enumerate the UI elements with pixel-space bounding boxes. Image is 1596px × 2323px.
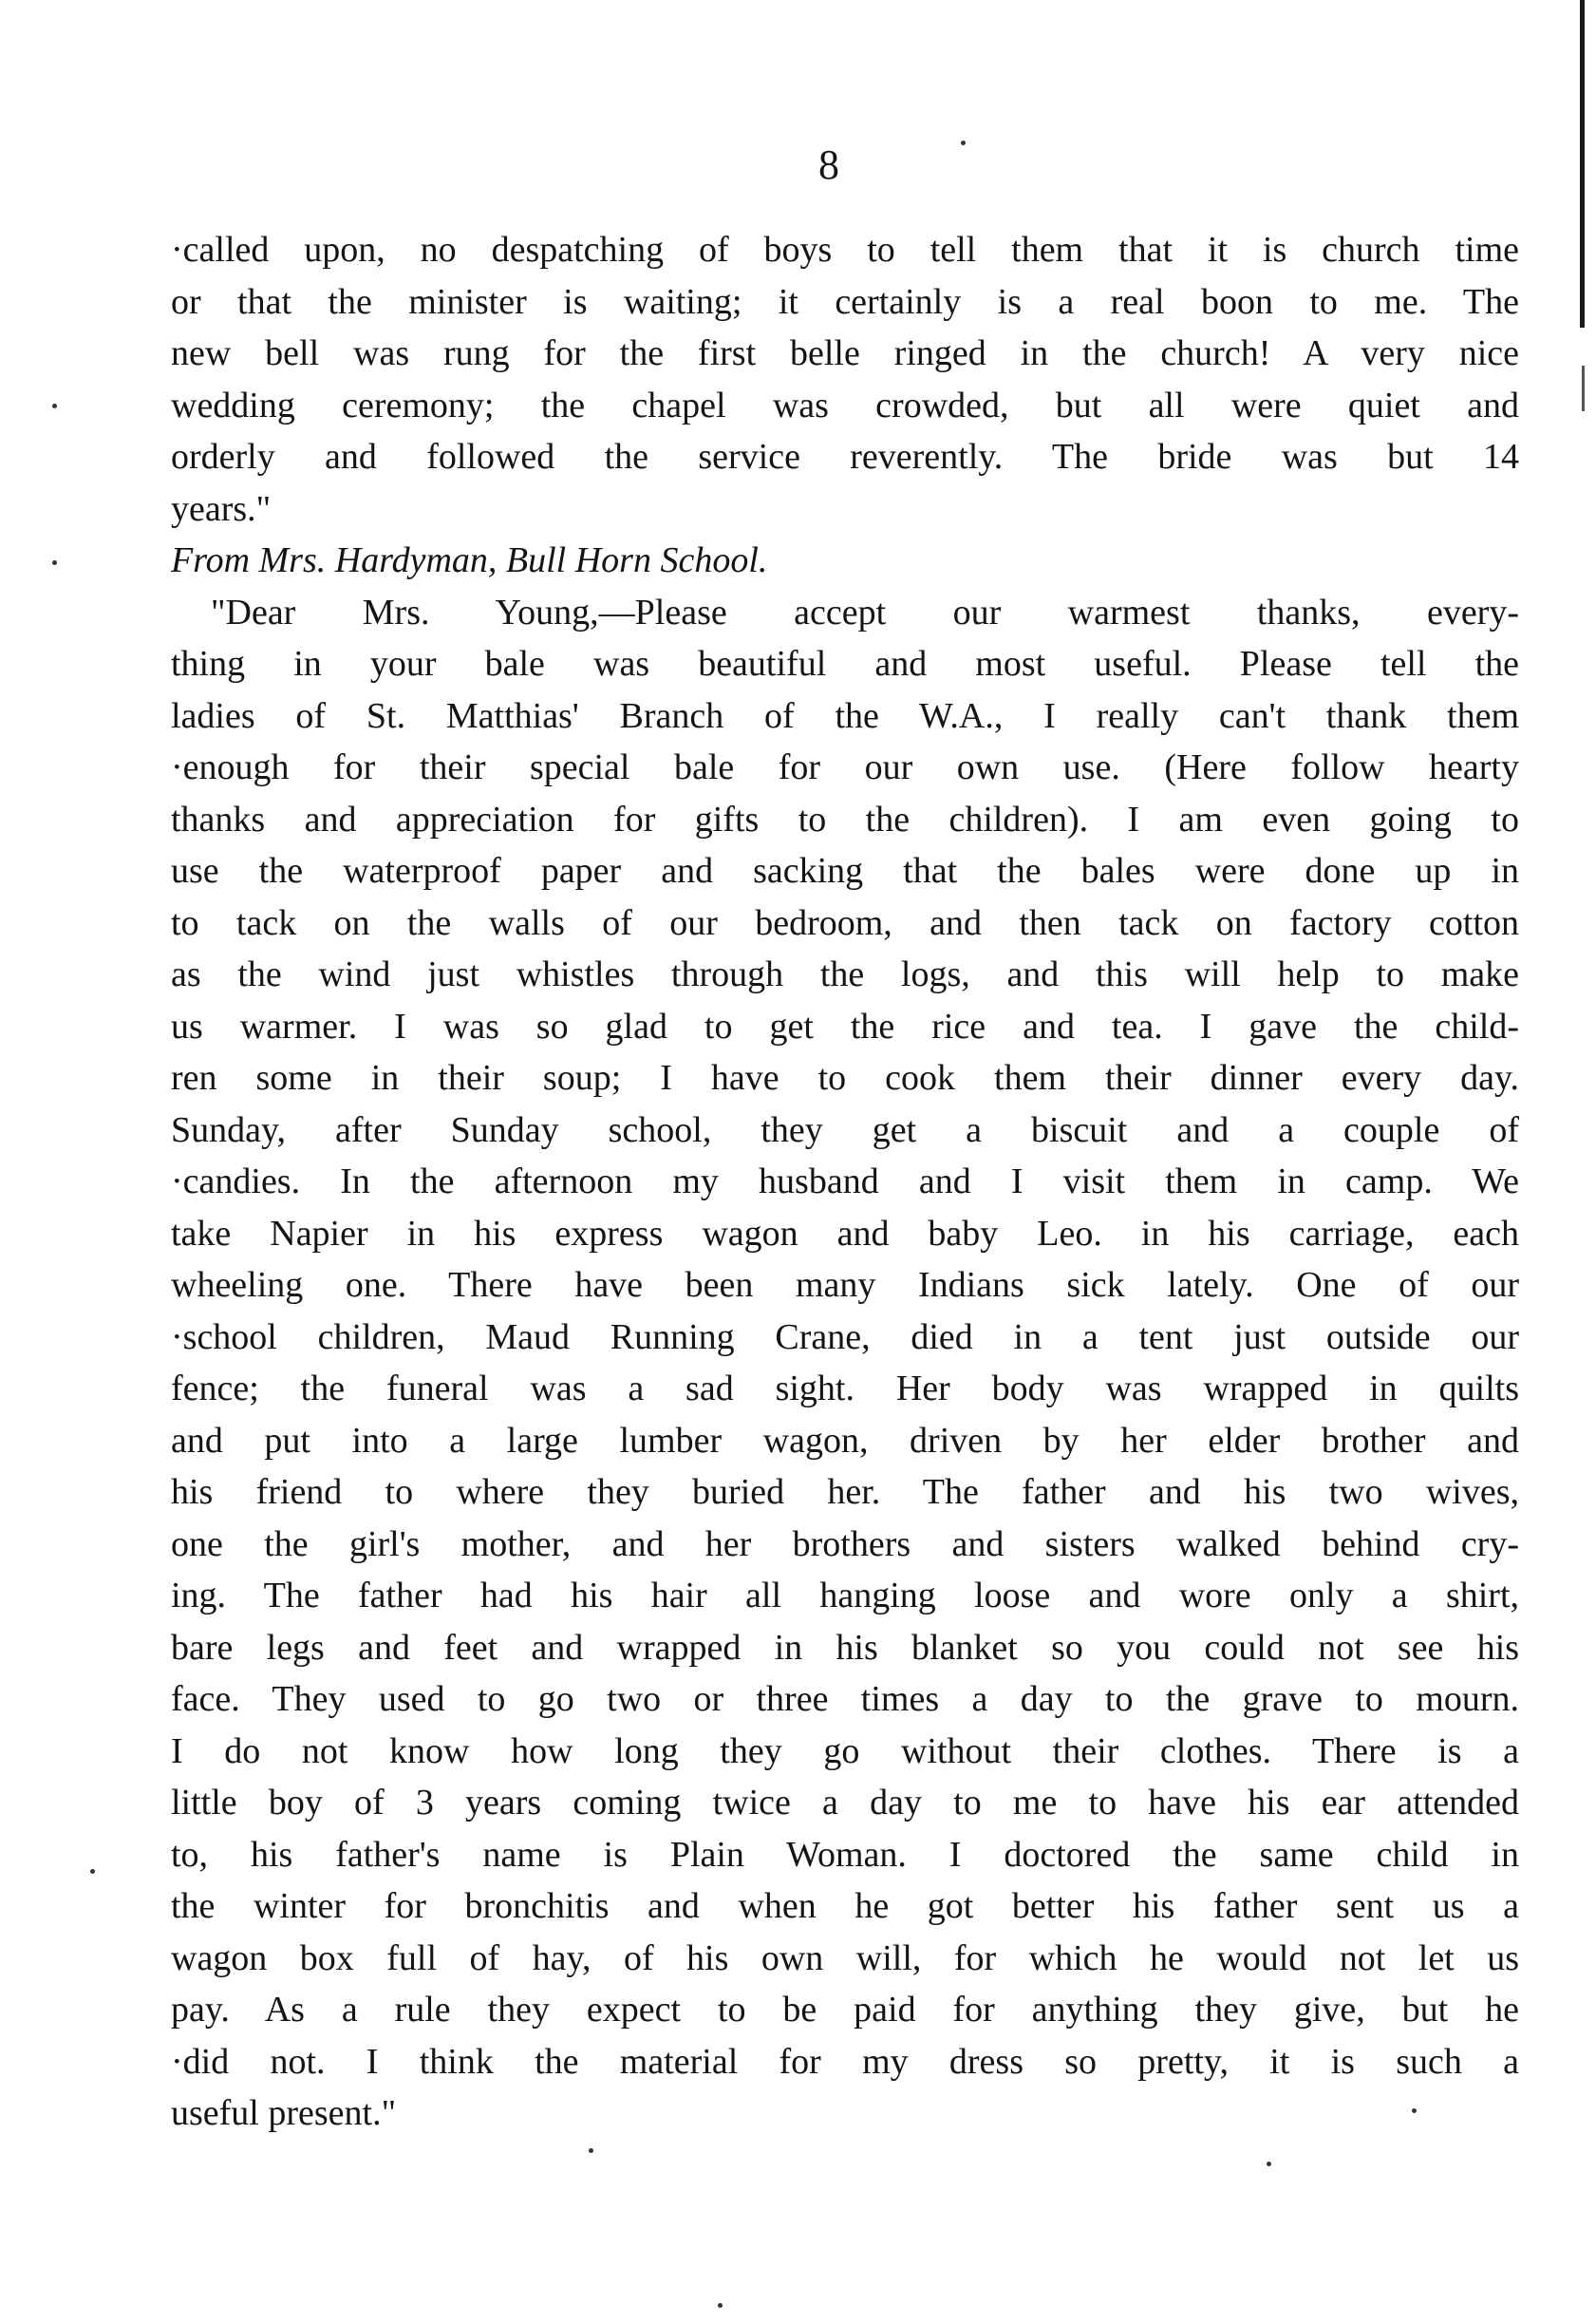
text-line: face. They used to go two or three times a day to the grave to mourn. [171, 1679, 1519, 1719]
scan-speck [1267, 2162, 1271, 2166]
text-line: ·school children, Maud Running Crane, died in a tent just outside our [171, 1316, 1519, 1357]
text-line: useful present." [171, 2093, 397, 2133]
text-line: the winter for bronchitis and when he got better his father sent us a [171, 1886, 1519, 1926]
scan-edge-mark [1582, 366, 1585, 411]
text-line: as the wind just whistles through the logs, and this will help to make [171, 954, 1519, 994]
text-line: orderly and followed the service reverently. The bride was but 14 [171, 437, 1519, 477]
text-line: take Napier in his express wagon and baby Leo. in his carriage, each [171, 1213, 1519, 1254]
text-line: ·did not. I think the material for my dress so pretty, it is such a [171, 2041, 1519, 2082]
text-line: thing in your bale was beautiful and most useful. Please tell the [171, 644, 1519, 684]
text-line: ·enough for their special bale for our own use. (Here follow hearty [171, 747, 1519, 787]
text-line: wheeling one. There have been many Indians sick lately. One of our [171, 1265, 1519, 1305]
letter-source-heading: From Mrs. Hardyman, Bull Horn School. [171, 540, 768, 580]
text-line: little boy of 3 years coming twice a day to me to have his ear attended [171, 1783, 1519, 1823]
text-line: Sunday, after Sunday school, they get a biscuit and a couple of [171, 1109, 1519, 1150]
scan-speck [52, 560, 57, 565]
text-line: fence; the funeral was a sad sight. Her body was wrapped in quilts [171, 1369, 1519, 1408]
text-line: bare legs and feet and wrapped in his blanket so you could not see his [171, 1627, 1519, 1668]
text-line: pay. As a rule they expect to be paid for anything they give, but he [171, 1990, 1519, 2030]
text-line: ·called upon, no despatching of boys to tell them that it is church time [171, 230, 1519, 270]
page-number: 8 [818, 142, 839, 188]
scan-speck [90, 1869, 95, 1874]
text-line: ladies of St. Matthias' Branch of the W.A., I really can't thank them [171, 695, 1519, 736]
letter-salutation-line: "Dear Mrs. Young,—Please accept our warmest thanks, every- [211, 592, 1519, 633]
scan-speck [718, 2303, 723, 2308]
text-line: his friend to where they buried her. The father and his two wives, [171, 1472, 1519, 1512]
text-line: new bell was rung for the first belle ringed in the church! A very nice [171, 333, 1519, 373]
text-line: ren some in their soup; I have to cook them their dinner every day. [171, 1058, 1519, 1098]
text-line: us warmer. I was so glad to get the rice and tea. I gave the child- [171, 1006, 1519, 1047]
scan-speck [52, 404, 57, 408]
text-line: one the girl's mother, and her brothers and sisters walked behind cry- [171, 1523, 1519, 1564]
text-line: and put into a large lumber wagon, driven by her elder brother and [171, 1420, 1519, 1461]
text-line: I do not know how long they go without their clothes. There is a [171, 1730, 1519, 1771]
scan-speck [961, 141, 966, 145]
text-line: years." [171, 488, 272, 529]
scan-edge-rule [1580, 0, 1585, 328]
body-text [171, 224, 1519, 2140]
text-line: wagon box full of hay, of his own will, for which he would not let us [171, 1937, 1519, 1978]
text-line: use the waterproof paper and sacking that the bales were done up in [171, 851, 1519, 891]
scan-speck [1412, 2108, 1417, 2113]
text-line: ing. The father had his hair all hanging loose and wore only a shirt, [171, 1576, 1519, 1615]
text-line: to, his father's name is Plain Woman. I doctored the same child in [171, 1834, 1519, 1875]
text-line: thanks and appreciation for gifts to the children). I am even going to [171, 799, 1519, 840]
text-line: or that the minister is waiting; it certainly is a real boon to me. The [171, 281, 1519, 322]
text-line: ·candies. In the afternoon my husband and I visit them in camp. We [171, 1162, 1519, 1201]
text-line: wedding ceremony; the chapel was crowded, but all were quiet and [171, 385, 1519, 425]
text-line: to tack on the walls of our bedroom, and then tack on factory cotton [171, 902, 1519, 943]
scan-speck [589, 2148, 593, 2153]
